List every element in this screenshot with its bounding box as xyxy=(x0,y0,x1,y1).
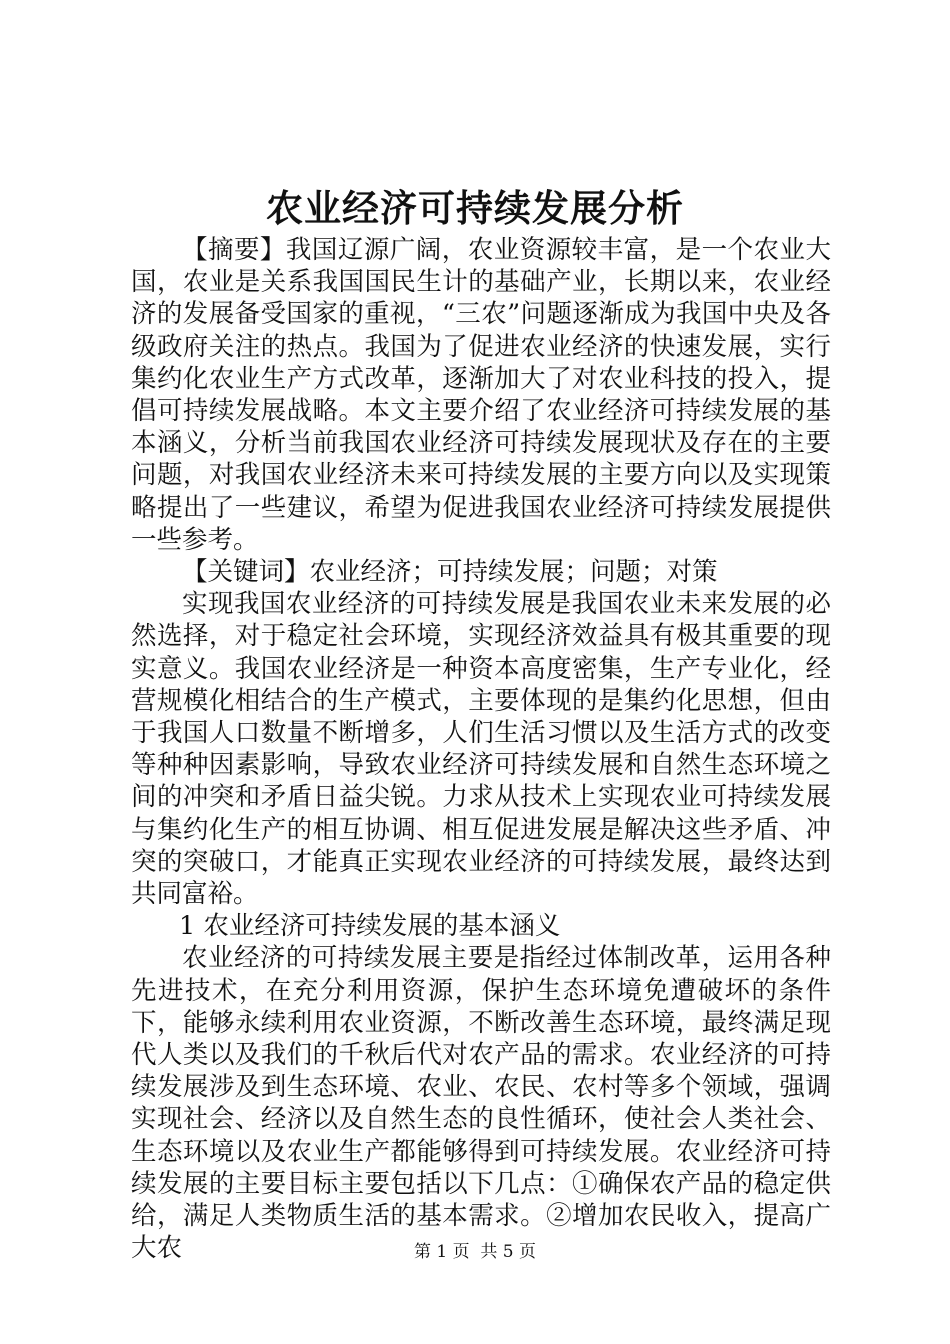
section-heading: 1 农业经济可持续发展的基本涵义 xyxy=(179,911,561,942)
intro-paragraph: 实现我国农业经济的可持续发展是我国农业未来发展的必然选择，对于稳定社会环境，实现经济效益具有极其重要的现实意义。我国农业经济是一种资本高度密集，生产专业化，经营规模化相结合的生产模式，主要体现的是集约化思想，但由于我国人口数量不断增多，人们生活习惯以及生活方式的改变等种种因素影响，导致农业经济可持续发展和自然生态环境之间的冲突和矛盾日益尖锐。力求从技术上实现农业可持续发展与集约化生产的相互协调、相互促进发展是解决这些矛盾、冲突的突破口，才能真正实现农业经济的可持续发展，最终达到共同富裕。 xyxy=(131,589,831,910)
page-footer xyxy=(0,1240,950,1264)
keywords-paragraph: 【关键词】农业经济；可持续发展；问题；对策 xyxy=(182,557,718,588)
page-number-label: 第 1 页 共 5 页 xyxy=(413,1242,537,1262)
document-title: 农业经济可持续发展分析 xyxy=(266,186,684,230)
section-paragraph: 农业经济的可持续发展主要是指经过体制改革，运用各种先进技术，在充分利用资源，保护生态环境免遭破坏的条件下，能够永续利用农业资源，不断改善生态环境，最终满足现代人类以及我们的千秋后代对农产品的需求。农业经济的可持续发展涉及到生态环境、农业、农民、农村等多个领域，强调实现社会、经济以及自然生态的良性循环，使社会人类社会、生态环境以及农业生产都能够得到可持续发展。农业经济可持续发展的主要目标主要包括以下几点：①确保农产品的稳定供给，满足人类物质生活的基本需求。②增加农民收入，提高广大农 xyxy=(131,943,831,1264)
document-body xyxy=(131,234,831,1265)
abstract-paragraph: 【摘要】我国辽源广阔，农业资源较丰富，是一个农业大国，农业是关系我国国民生计的基础产业，长期以来，农业经济的发展备受国家的重视，“三农”问题逐渐成为我国中央及各级政府关注的热点。我国为了促进农业经济的快速发展，实行集约化农业生产方式改革，逐渐加大了对农业科技的投入，提倡可持续发展战略。本文主要介绍了农业经济可持续发展的基本涵义，分析当前我国农业经济可持续发展现状及存在的主要问题，对我国农业经济未来可持续发展的主要方向以及实现策略提出了一些建议，希望为促进我国农业经济可持续发展提供一些参考。 xyxy=(131,235,831,555)
